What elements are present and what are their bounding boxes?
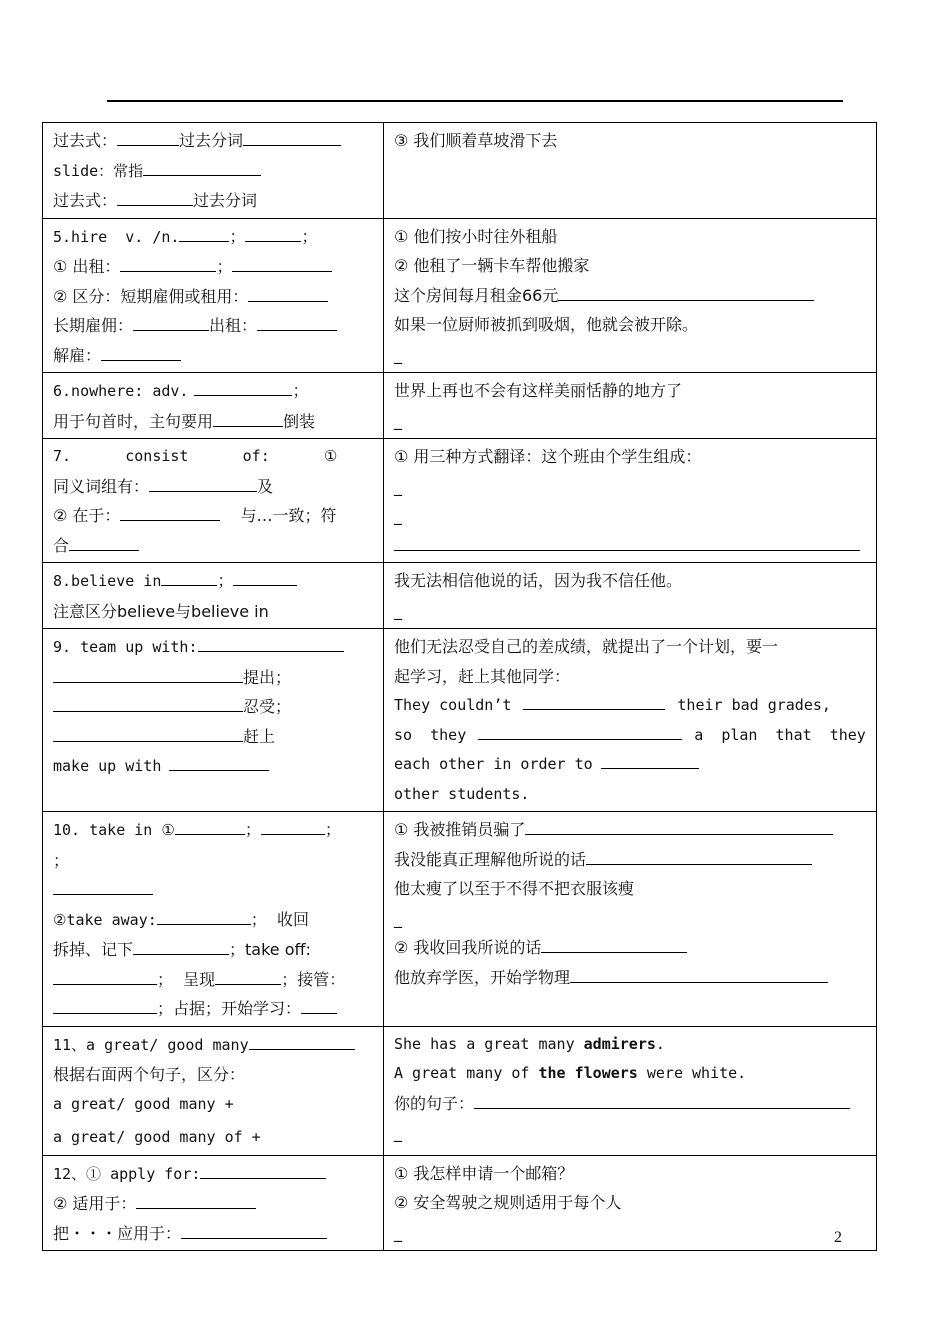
blank-line[interactable] xyxy=(257,313,337,331)
blank-line[interactable] xyxy=(194,378,292,396)
blank-line[interactable] xyxy=(161,568,217,586)
page-number: 2 xyxy=(834,1229,842,1246)
text: 过去式： xyxy=(53,191,118,210)
text: a great/ good many of + xyxy=(53,1128,261,1146)
text: 提出； xyxy=(243,667,292,687)
text: A great many of xyxy=(394,1064,530,1082)
blank-line[interactable] xyxy=(143,158,261,176)
vocab-cell xyxy=(43,1155,384,1251)
blank-line[interactable] xyxy=(233,568,297,586)
text: admirers xyxy=(583,1034,656,1053)
text: 他太瘦了以至于不得不把衣服该瘦 xyxy=(394,879,635,898)
table-row xyxy=(43,629,877,812)
blank-line[interactable] xyxy=(586,847,812,865)
blank-line[interactable] xyxy=(525,817,833,835)
text: 你的句子： xyxy=(394,1093,475,1113)
text: 8.believe in xyxy=(53,572,162,590)
blank-line[interactable] xyxy=(301,996,337,1014)
text: ① 我怎样申请一个邮箱？ xyxy=(394,1163,574,1183)
text: She has a great many xyxy=(394,1034,575,1053)
text: 过去式： xyxy=(53,131,118,150)
blank-line[interactable] xyxy=(523,693,665,710)
text: ； xyxy=(324,820,341,839)
blank-line[interactable] xyxy=(249,1032,355,1050)
text: _ xyxy=(394,410,402,430)
exercise-cell xyxy=(384,1155,877,1251)
text: _ xyxy=(394,1222,402,1242)
table-row xyxy=(43,1026,877,1155)
blank-line[interactable] xyxy=(53,996,157,1014)
text: 他们无法忍受自己的差成绩，就提出了一个计划，要一 xyxy=(394,637,779,656)
vocab-cell xyxy=(43,373,384,439)
blank-line[interactable] xyxy=(601,752,699,769)
header-rule xyxy=(107,100,843,102)
blank-line[interactable] xyxy=(261,817,325,835)
exercise-cell xyxy=(384,812,877,1027)
text: ② 在于： xyxy=(53,506,121,525)
text: 起学习，赶上其他同学： xyxy=(394,666,571,686)
exercise-cell xyxy=(384,123,877,219)
text: 我无法相信他说的话，因为我不信任他。 xyxy=(394,571,683,590)
blank-line[interactable] xyxy=(120,254,216,272)
exercise-cell xyxy=(384,373,877,439)
text: 出租： xyxy=(209,316,258,335)
text: ③ 我们顺着草坡滑下去 xyxy=(394,131,558,150)
blank-line[interactable] xyxy=(541,935,687,953)
text: ② 他租了一辆卡车帮他搬家 xyxy=(394,256,590,275)
text: 我没能真正理解他所说的话 xyxy=(394,849,587,869)
text: 用于句首时，主句要用 xyxy=(53,411,214,431)
blank-line[interactable] xyxy=(232,254,332,272)
text: ； 收回 xyxy=(250,909,309,929)
worksheet-table xyxy=(42,122,877,1251)
vocab-cell xyxy=(43,563,384,629)
text: ② 适用于： xyxy=(53,1194,137,1213)
text: ① 用三种方式翻译：这个班由个学生组成： xyxy=(394,447,702,466)
text: ② 区分：短期雇佣或租用： xyxy=(53,286,249,306)
blank-line[interactable] xyxy=(53,694,243,712)
vocab-cell xyxy=(43,439,384,563)
vocab-cell xyxy=(43,1026,384,1155)
text: ② 安全驾驶之规则适用于每个人 xyxy=(394,1193,622,1212)
blank-line[interactable] xyxy=(53,877,153,895)
blank-line[interactable] xyxy=(558,283,814,301)
text: They couldn’t xyxy=(394,696,512,714)
text: ① 出租： xyxy=(53,257,121,276)
text: 同义词组有： xyxy=(53,476,150,496)
text: _ xyxy=(394,1123,402,1142)
blank-line[interactable] xyxy=(149,474,257,492)
blank-line[interactable] xyxy=(474,1091,850,1109)
text: ； xyxy=(217,571,234,590)
blank-line[interactable] xyxy=(175,817,245,835)
table-row xyxy=(43,439,877,563)
text: ② 我收回我所说的话 xyxy=(394,938,542,957)
text: 及 xyxy=(257,476,274,496)
text: ； xyxy=(301,226,318,246)
text: 11、a great/ good many xyxy=(53,1035,249,1054)
text: 12、① apply for: xyxy=(53,1164,201,1183)
table-row xyxy=(43,373,877,439)
table-row xyxy=(43,123,877,219)
table-row xyxy=(43,1155,877,1251)
text: 长期雇佣： xyxy=(53,316,134,335)
blank-line[interactable] xyxy=(136,1191,256,1209)
text: 忍受； xyxy=(243,697,292,716)
text: 如果一位厨师被抓到吸烟，他就会被开除。 xyxy=(394,315,699,334)
text: ②take away: xyxy=(53,910,157,929)
text: _ xyxy=(394,600,402,620)
text: were white. xyxy=(646,1064,747,1082)
text: 赶上 xyxy=(243,726,276,746)
blank-line[interactable] xyxy=(570,965,828,983)
exercise-cell xyxy=(384,439,877,563)
blank-line[interactable] xyxy=(53,665,243,683)
blank-line[interactable] xyxy=(243,128,341,146)
blank-line[interactable] xyxy=(53,724,243,742)
text: 合 xyxy=(53,535,70,555)
text: 根据右面两个句子，区分： xyxy=(53,1065,246,1084)
blank-line[interactable] xyxy=(179,224,229,242)
blank-line[interactable] xyxy=(69,533,139,551)
text: 把・・・应用于： xyxy=(53,1223,182,1243)
blank-line[interactable] xyxy=(394,533,860,551)
blank-line[interactable] xyxy=(169,753,269,771)
blank-line[interactable] xyxy=(117,188,193,206)
exercise-cell xyxy=(384,629,877,812)
text: 他放弃学医，开始学物理 xyxy=(394,967,571,987)
text: ；take off: xyxy=(229,940,311,959)
text: _ xyxy=(394,476,402,496)
blank-line[interactable] xyxy=(248,284,328,302)
blank-line[interactable] xyxy=(478,723,682,740)
text: 这个房间每月租金66元 xyxy=(394,285,559,305)
text: 世界上再也不会有这样美丽恬静的地方了 xyxy=(394,381,683,400)
text: ；接管： xyxy=(281,969,346,989)
vocab-cell xyxy=(43,629,384,812)
text: each other in order to xyxy=(394,755,593,773)
exercise-cell xyxy=(384,1026,877,1155)
text: _ xyxy=(394,506,402,525)
blank-line[interactable] xyxy=(53,967,157,985)
vocab-cell xyxy=(43,218,384,373)
table-row xyxy=(43,812,877,1027)
text: _ xyxy=(394,908,402,928)
text: ； xyxy=(229,226,246,246)
vocab-cell xyxy=(43,123,384,219)
text: 倒装 xyxy=(283,411,316,431)
blank-line[interactable] xyxy=(133,937,229,955)
blank-line[interactable] xyxy=(245,224,301,242)
text: ； 呈现 xyxy=(157,969,216,989)
text: 5.hire v. /n. xyxy=(53,227,180,246)
text: the flowers xyxy=(538,1064,638,1082)
text: . xyxy=(655,1034,665,1053)
text: 9. team up with: xyxy=(53,638,198,656)
blank-line[interactable] xyxy=(101,343,181,361)
blank-line[interactable] xyxy=(157,907,251,925)
exercise-cell xyxy=(384,563,877,629)
blank-line[interactable] xyxy=(120,503,220,521)
text: ； xyxy=(244,820,261,839)
blank-line[interactable] xyxy=(198,634,344,652)
text: their bad grades, xyxy=(677,696,831,714)
blank-line[interactable] xyxy=(181,1221,327,1239)
text: 注意区分believe与believe in xyxy=(53,601,269,621)
text: ； xyxy=(53,850,70,870)
table-row xyxy=(43,563,877,629)
blank-line[interactable] xyxy=(200,1161,326,1179)
text: ； xyxy=(292,381,309,400)
text: 过去分词 xyxy=(179,131,244,150)
text: ① 我被推销员骗了 xyxy=(394,820,526,839)
table-row xyxy=(43,218,877,373)
text: 与…一致；符 xyxy=(240,506,337,525)
text: ； xyxy=(216,257,233,276)
text: 10. take in ① xyxy=(53,821,175,839)
text: _ xyxy=(394,344,402,364)
blank-line[interactable] xyxy=(213,409,283,427)
text: a plan that they xyxy=(694,725,866,744)
text: a great/ good many + xyxy=(53,1094,234,1113)
text: 7. consist of: ① xyxy=(53,447,338,465)
text: so they xyxy=(394,725,467,744)
text: 解雇： xyxy=(53,345,102,365)
vocab-cell xyxy=(43,812,384,1027)
blank-line[interactable] xyxy=(215,967,281,985)
text: make up with xyxy=(53,757,162,775)
text: 过去分词 xyxy=(193,191,258,210)
exercise-cell xyxy=(384,218,877,373)
text: 6.nowhere: adv. xyxy=(53,382,189,400)
blank-line[interactable] xyxy=(117,128,179,146)
text: ① 他们按小时往外租船 xyxy=(394,226,558,246)
blank-line[interactable] xyxy=(133,313,209,331)
text: other students. xyxy=(394,784,530,803)
text: slide：常指 xyxy=(53,161,144,180)
text: 拆掉、记下 xyxy=(53,940,134,959)
text: ；占据；开始学习： xyxy=(157,999,302,1018)
